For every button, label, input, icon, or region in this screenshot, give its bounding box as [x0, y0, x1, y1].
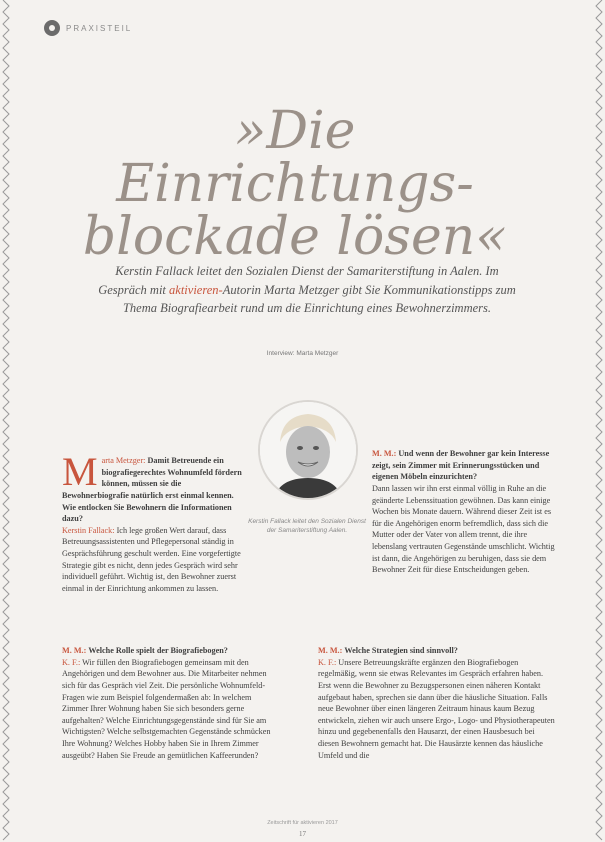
left-column-lower — [62, 645, 274, 761]
lead-paragraph — [92, 262, 522, 318]
lead-text-1: Kerstin Fallack leitet den Sozialen Dienst der Samariterstiftung in Aalen. Im Gespräch mit — [98, 264, 499, 297]
article-title — [60, 101, 530, 268]
dropcap: M — [62, 449, 98, 494]
section-tag — [44, 20, 132, 36]
q2-paragraph — [62, 645, 274, 657]
question-4-speaker: M. M.: — [318, 646, 343, 655]
question-4: Welche Strategien sind sinnvoll? — [344, 646, 458, 655]
answer-4: Unsere Betreuungskräfte ergänzen den Biografiebogen regelmäßig, wenn sie etwas Relevantes im Gespräch erfahren haben. Erst wenn die Bewohner zu Bezugspersonen einen näheren Kontakt aufgebaut haben, sprechen sie dann über die häusliche Situation. Falls neue Bewohner über einen längeren Zeitraum hinaus kaum Bezug entwickeln, ziehen wir auch unsere Ergo-, Logo- und Physiotherapeuten hinzu und gegebenenfalls den Hausarzt, der einen Hausbesuch bei diesen Bewohnern gemacht hat. Die Hausärzte kennen das häusliche Umfeld und die — [318, 657, 555, 760]
answer-3: Dann lassen wir ihn erst einmal völlig in Ruhe an die geänderte Lebenssituation gewöhnen. Das kann einige Wochen bis Monate dauern. Während dieser Zeit ist es für die Angehörigen enorm befremdlich, dass sich die Mutter oder der Vater von allem trennt, die ihre lebenslang vertrauten Gegenstände umschlicht. Wichtig ist dann, die Angehörigen zu beruhigen, dass sie dem Bewohner Zeit für diese Entscheidungen geben. — [372, 483, 555, 575]
a4-paragraph — [318, 657, 556, 762]
lead-highlight: aktivieren- — [169, 282, 223, 297]
left-column — [62, 449, 246, 595]
footer-text: Zeitschrift für aktivieren 2017 — [267, 820, 338, 826]
answer-2: Wir füllen den Biografiebogen gemeinsam mit den Angehörigen und dem Bewohner aus. Die Mitarbeiter nehmen sich für das Gespräch viel Zeit. Die persönliche Wohnumfeld-Fragen wie zum Beispiel folgendermaßen ab: In welchem Zimmer Ihrer Wohnung haben Sie sich besonders gerne aufgehalten? Welche Einrichtungsgegenstände sind für Sie am Wichtigsten? Welche selbstgemachten Gegenstände schmücken Ihre Wohnung? Welches Hobby haben Sie in Ihrem Zimmer ausgeübt? Haben Sie Freude an gemütlichen Kaffeerunden? — [62, 657, 271, 760]
lead-text-2: Autorin Marta Metzger gibt Sie Kommunikationstipps zum Thema Biografiearbeit rund um die Einrichtung eines Bewohnerzimmers. — [122, 282, 516, 315]
answer-2-speaker: K. F.: — [62, 657, 81, 667]
answer-4-speaker: K. F.: — [318, 657, 337, 667]
answer-1: Ich lege großen Wert darauf, dass Betreuungsassistenten und Pflegepersonal ständig in Gesprächsführung geschult werden. Eine vorgefertigte Strategie gibt es nicht, denn jedes Gespräch wird sehr individuell geführt. Wichtig ist, den Bewohner zuerst einmal in der Einrichtung ankommen zu lassen. — [62, 525, 241, 594]
portrait-caption: Kerstin Fallack leitet den Sozialen Dienst der Samariterstiftung Aalen. — [248, 518, 366, 534]
answer-1-speaker: Kerstin Fallack: — [62, 525, 115, 535]
portrait-photo — [258, 400, 358, 500]
a3-paragraph — [372, 483, 557, 576]
page-number: 17 — [299, 830, 306, 838]
q3-paragraph — [372, 448, 557, 483]
right-column-lower — [318, 645, 556, 761]
q4-paragraph — [318, 645, 556, 657]
question-1: Damit Betreuende ein biografiegerechtes Wohnumfeld fördern können, müssen sie die Bewohnerbiografie natürlich erst einmal kennen. Wie entlocken Sie Bewohnern die Informationen dazu? — [62, 456, 242, 524]
q1-paragraph — [62, 449, 246, 525]
a1-paragraph — [62, 525, 246, 595]
title-line-2: blockade lösen« — [82, 207, 508, 268]
byline: Interview: Marta Metzger — [266, 350, 339, 357]
zigzag-border-left — [0, 0, 12, 842]
section-icon — [44, 20, 60, 36]
question-3: Und wenn der Bewohner gar kein Interesse zeigt, sein Zimmer mit Erinnerungsstücken und eigenen Möbeln einzurichten? — [372, 449, 550, 482]
a2-paragraph — [62, 657, 274, 762]
question-3-speaker: M. M.: — [372, 449, 397, 458]
section-label: PRAXISTEIL — [66, 23, 133, 33]
speaker-intro: arta Metzger: — [101, 456, 146, 465]
zigzag-border-right — [593, 0, 605, 842]
title-line-1: »Die Einrichtungs- — [116, 101, 474, 215]
question-2-speaker: M. M.: — [62, 646, 87, 655]
right-column — [372, 448, 557, 576]
question-2: Welche Rolle spielt der Biografiebogen? — [88, 646, 228, 655]
